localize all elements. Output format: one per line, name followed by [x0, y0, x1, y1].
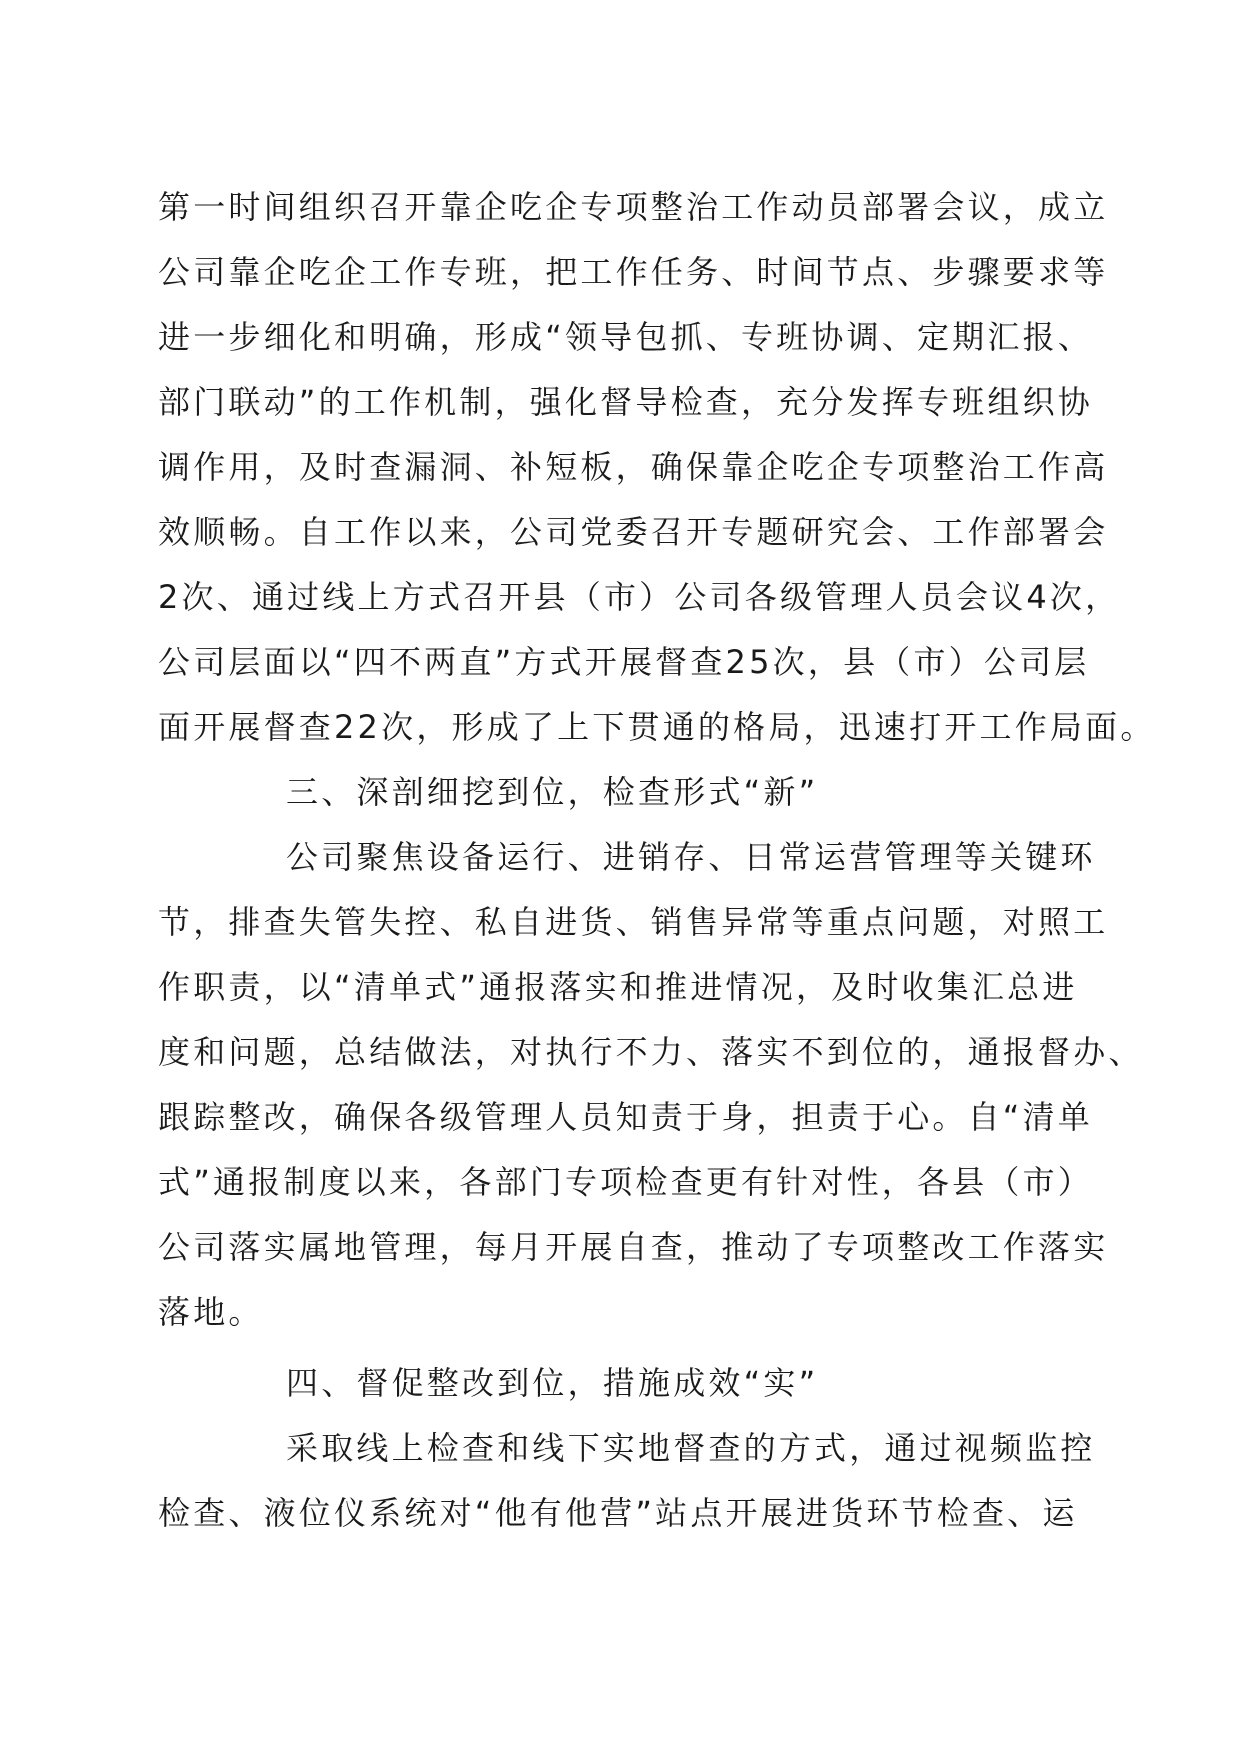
paragraph-line: 公司聚焦设备运行、进销存、日常运营管理等关键环 [286, 838, 1096, 876]
paragraph-line: 作职责，以“清单式”通报落实和推进情况，及时收集汇总进 [158, 968, 1078, 1006]
paragraph-line: 进一步细化和明确，形成“领导包抓、专班协调、定期汇报、 [158, 318, 1093, 356]
paragraph-line: 公司层面以“四不两直”方式开展督查25次，县（市）公司层 [158, 643, 1090, 681]
section-heading: 四、督促整改到位，措施成效“实” [286, 1364, 819, 1402]
paragraph-line: 式”通报制度以来，各部门专项检查更有针对性，各县（市） [158, 1163, 1093, 1201]
section-heading: 三、深剖细挖到位，检查形式“新” [286, 773, 819, 811]
paragraph-line: 采取线上检查和线下实地督查的方式，通过视频监控 [286, 1429, 1096, 1467]
paragraph-line: 效顺畅。自工作以来，公司党委召开专题研究会、工作部署会 [158, 513, 1109, 551]
paragraph-line: 节，排查失管失控、私自进货、销售异常等重点问题，对照工 [158, 903, 1109, 941]
paragraph-line: 调作用，及时查漏洞、补短板，确保靠企吃企专项整治工作高 [158, 448, 1109, 486]
paragraph-line: 2次、通过线上方式召开县（市）公司各级管理人员会议4次， [158, 578, 1121, 616]
paragraph-line: 落地。 [158, 1293, 264, 1331]
paragraph-line: 检查、液位仪系统对“他有他营”站点开展进货环节检查、运 [158, 1494, 1078, 1532]
document-body [158, 185, 1156, 1556]
paragraph-line: 公司靠企吃企工作专班，把工作任务、时间节点、步骤要求等 [158, 253, 1109, 291]
paragraph-line: 度和问题，总结做法，对执行不力、落实不到位的，通报督办、 [158, 1033, 1144, 1071]
paragraph-line: 第一时间组织召开靠企吃企专项整治工作动员部署会议，成立 [158, 188, 1109, 226]
paragraph-line: 跟踪整改，确保各级管理人员知责于身，担责于心。自“清单 [158, 1098, 1093, 1136]
paragraph-line: 面开展督查22次，形成了上下贯通的格局，迅速打开工作局面。 [158, 708, 1156, 746]
paragraph-line: 公司落实属地管理，每月开展自查，推动了专项整改工作落实 [158, 1228, 1109, 1266]
paragraph-line: 部门联动”的工作机制，强化督导检查，充分发挥专班组织协 [158, 383, 1093, 421]
